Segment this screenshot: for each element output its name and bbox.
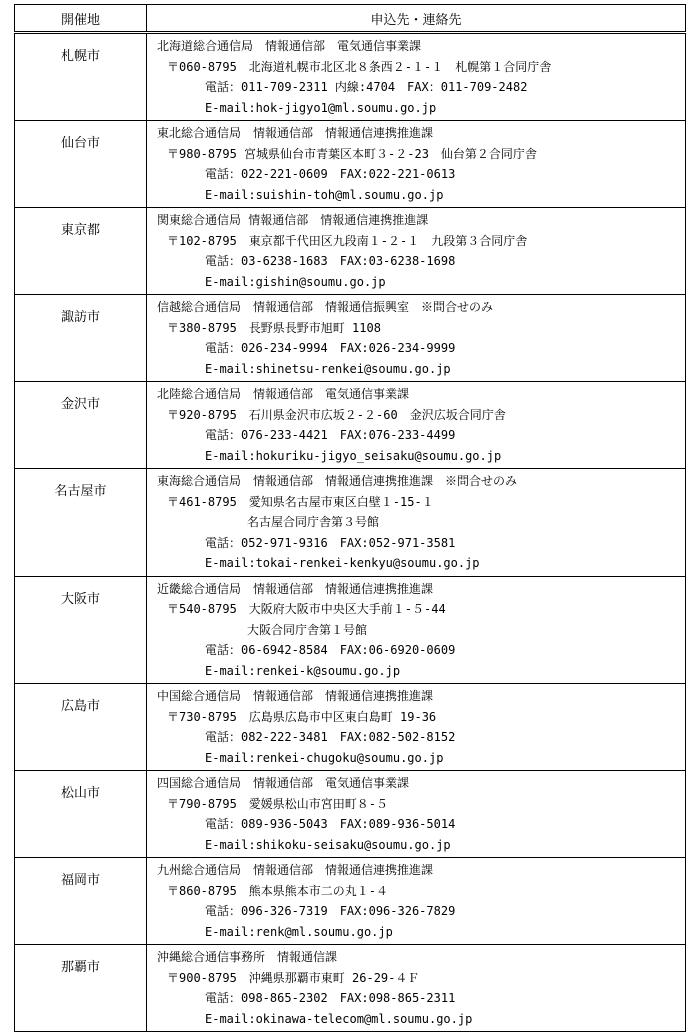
header-row	[15, 5, 686, 33]
email-address: E-mail:hokuriku-jigyo_seisaku@soumu.go.jp	[205, 448, 502, 463]
table-body	[15, 33, 686, 1032]
table-row	[15, 771, 686, 858]
phone-fax: 電話：082-222-3481 FAX:082-502-8152	[205, 730, 456, 744]
contact-info	[147, 295, 686, 382]
organization-name: 四国総合通信局 情報通信部 電気通信事業課	[157, 776, 410, 790]
contact-info	[147, 208, 686, 295]
contact-info	[147, 684, 686, 771]
email-address: E-mail:gishin@soumu.go.jp	[205, 274, 386, 289]
email-address: E-mail:hok-jigyo1@ml.soumu.go.jp	[205, 100, 437, 115]
organization-name: 関東総合通信局 情報通信部 情報通信連携推進課	[157, 213, 429, 227]
email-address: E-mail:shikoku-seisaku@soumu.go.jp	[205, 837, 451, 852]
postal-address: 〒900-8795 沖縄県那覇市東町 26-29-４Ｆ	[167, 970, 420, 985]
table-row	[15, 382, 686, 469]
postal-address: 〒730-8795 広島県広島市中区東白島町 19-36	[167, 709, 437, 724]
organization-name: 北海道総合通信局 情報通信部 電気通信事業課	[157, 39, 422, 53]
email-address: E-mail:shinetsu-renkei@soumu.go.jp	[205, 361, 451, 376]
venue-city: 諏訪市	[15, 295, 147, 382]
venue-city: 松山市	[15, 771, 147, 858]
organization-name: 信越総合通信局 情報通信部 情報通信振興室 ※問合せのみ	[157, 300, 494, 314]
phone-fax: 電話：096-326-7319 FAX:096-326-7829	[205, 904, 456, 918]
contact-info	[147, 382, 686, 469]
contact-info	[147, 33, 686, 121]
venue-city: 東京都	[15, 208, 147, 295]
organization-name: 北陸総合通信局 情報通信部 電気通信事業課	[157, 387, 410, 401]
postal-address: 〒790-8795 愛媛県松山市宮田町８-５	[167, 796, 389, 811]
table-row	[15, 121, 686, 208]
email-address: E-mail:suishin-toh@ml.soumu.go.jp	[205, 187, 444, 202]
phone-fax: 電話：06-6942-8584 FAX:06-6920-0609	[205, 643, 456, 657]
email-address: E-mail:okinawa-telecom@ml.soumu.go.jp	[205, 1011, 473, 1026]
table-row	[15, 295, 686, 382]
table-row	[15, 945, 686, 1032]
venue-city: 札幌市	[15, 33, 147, 121]
phone-fax: 電話：076-233-4421 FAX:076-233-4499	[205, 428, 456, 442]
postal-address: 〒380-8795 長野県長野市旭町 1108	[167, 320, 381, 335]
phone-fax: 電話：022-221-0609 FAX:022-221-0613	[205, 167, 456, 181]
phone-fax: 電話：052-971-9316 FAX:052-971-3581	[205, 535, 456, 550]
phone-fax: 電話：089-936-5043 FAX:089-936-5014	[205, 817, 456, 831]
venue-city: 名古屋市	[15, 469, 147, 577]
organization-name: 近畿総合通信局 情報通信部 情報通信連携推進課	[157, 581, 434, 596]
organization-name: 九州総合通信局 情報通信部 情報通信連携推進課	[157, 863, 434, 877]
header-contact: 申込先・連絡先	[147, 5, 686, 33]
postal-address-building: 名古屋合同庁舎第３号館	[247, 515, 380, 529]
organization-name: 中国総合通信局 情報通信部 情報通信連携推進課	[157, 689, 434, 703]
email-address: E-mail:renk@ml.soumu.go.jp	[205, 924, 393, 939]
table-row	[15, 208, 686, 295]
postal-address: 〒540-8795 大阪府大阪市中央区大手前１-５-44	[167, 602, 446, 616]
phone-fax: 電話：011-709-2311 内線:4704 FAX：011-709-2482	[205, 80, 528, 94]
venue-city: 金沢市	[15, 382, 147, 469]
venue-city: 広島市	[15, 684, 147, 771]
organization-name: 沖縄総合通信事務所 情報通信課	[157, 950, 338, 964]
postal-address: 〒102-8795 東京都千代田区九段南１-２-１ 九段第３合同庁舎	[167, 233, 528, 248]
postal-address: 〒920-8795 石川県金沢市広坂２-２-60 金沢広坂合同庁舎	[167, 407, 506, 422]
venue-city: 福岡市	[15, 858, 147, 945]
table-row	[15, 469, 686, 577]
contact-info	[147, 858, 686, 945]
organization-name: 東北総合通信局 情報通信部 情報通信連携推進課	[157, 126, 434, 140]
contact-info	[147, 576, 686, 684]
contact-table	[14, 4, 686, 1032]
contact-info	[147, 469, 686, 577]
table-row	[15, 576, 686, 684]
venue-city: 仙台市	[15, 121, 147, 208]
table-row	[15, 684, 686, 771]
phone-fax: 電話：098-865-2302 FAX:098-865-2311	[205, 991, 456, 1005]
organization-name: 東海総合通信局 情報通信部 情報通信連携推進課 ※問合せのみ	[157, 474, 518, 488]
table-row	[15, 858, 686, 945]
table-row	[15, 33, 686, 121]
contact-table-wrapper	[14, 4, 686, 1032]
phone-fax: 電話：03-6238-1683 FAX:03-6238-1698	[205, 254, 456, 268]
postal-address: 〒980-8795 宮城県仙台市青葉区本町３-２-23 仙台第２合同庁舎	[167, 146, 537, 161]
email-address: E-mail:tokai-renkei-kenkyu@soumu.go.jp	[205, 556, 480, 570]
email-address: E-mail:renkei-k@soumu.go.jp	[205, 663, 401, 678]
venue-city: 大阪市	[15, 576, 147, 684]
contact-info	[147, 945, 686, 1032]
postal-address: 〒461-8795 愛知県名古屋市東区白壁１-15-１	[167, 494, 434, 509]
phone-fax: 電話：026-234-9994 FAX:026-234-9999	[205, 341, 456, 355]
postal-address-building: 大阪合同庁舎第１号館	[247, 622, 368, 637]
postal-address: 〒060-8795 北海道札幌市北区北８条西２-１-１ 札幌第１合同庁舎	[167, 59, 552, 74]
contact-info	[147, 771, 686, 858]
postal-address: 〒860-8795 熊本県熊本市二の丸１-４	[167, 883, 389, 898]
contact-info	[147, 121, 686, 208]
venue-city: 那覇市	[15, 945, 147, 1032]
email-address: E-mail:renkei-chugoku@soumu.go.jp	[205, 750, 444, 765]
header-venue: 開催地	[15, 5, 147, 33]
